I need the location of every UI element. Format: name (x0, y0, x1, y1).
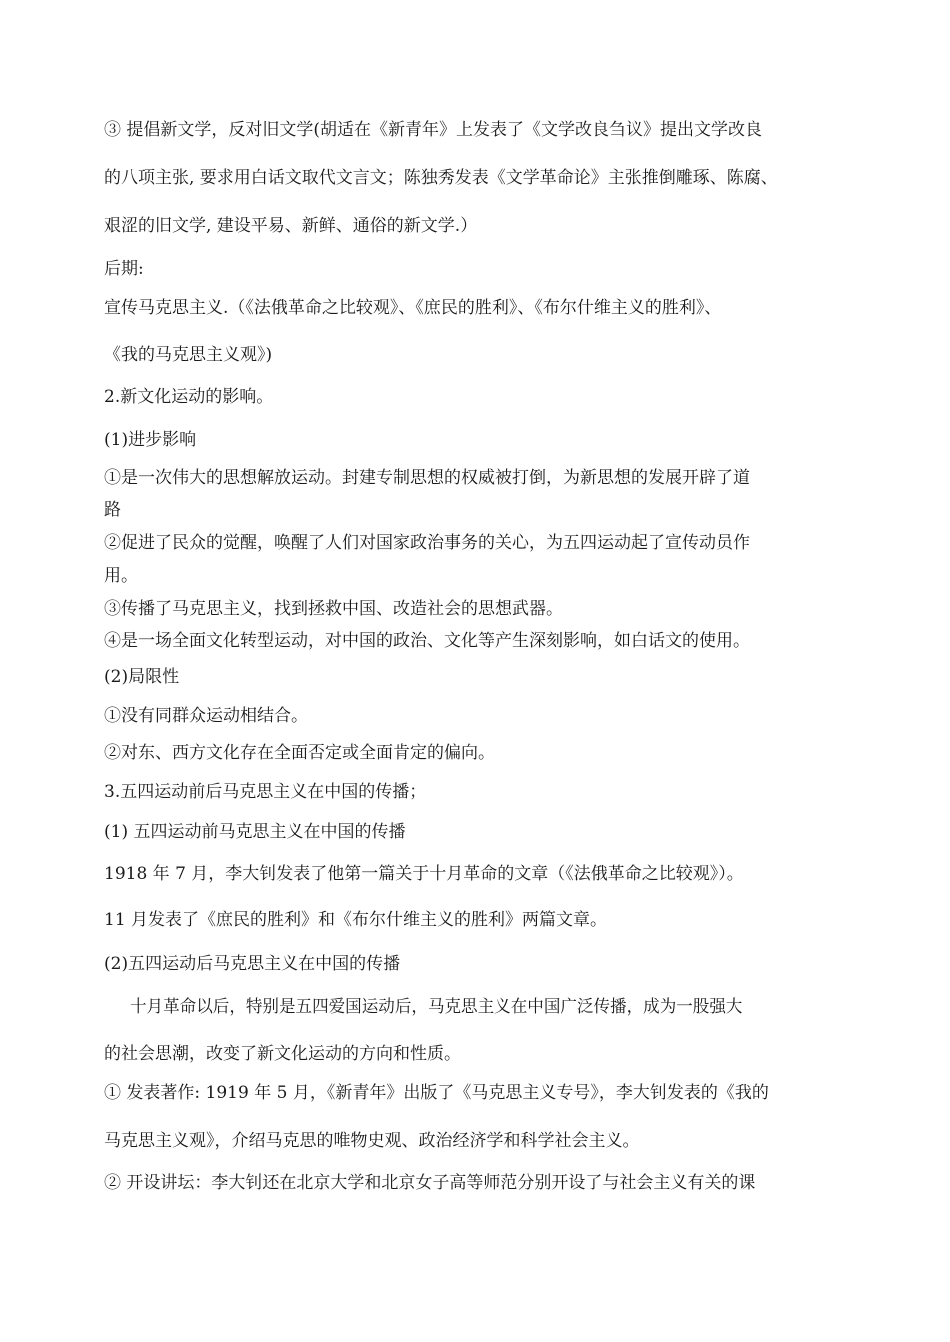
text-line: 后期: (104, 259, 144, 279)
section-heading: 2.新文化运动的影响。 (104, 387, 274, 407)
text-line: 的八项主张, 要求用白话文取代文言文；陈独秀发表《文学革命论》主张推倒雕琢、陈腐、 (104, 168, 778, 188)
text-line: ②促进了民众的觉醒，唤醒了人们对国家政治事务的关心，为五四运动起了宣传动员作 (104, 533, 750, 553)
text-line: 的社会思潮，改变了新文化运动的方向和性质。 (104, 1044, 461, 1064)
text-line: 十月革命以后，特别是五四爱国运动后，马克思主义在中国广泛传播，成为一股强大 (130, 997, 743, 1017)
text-line: 《我的马克思主义观》) (104, 345, 273, 365)
text-line: ② 开设讲坛：李大钊还在北京大学和北京女子高等师范分别开设了与社会主义有关的课 (104, 1173, 756, 1193)
text-line: ① 发表著作: 1919 年 5 月，《新青年》出版了《马克思主义专号》，李大钊发表的《我的 (104, 1083, 769, 1103)
text-line: 路 (104, 500, 121, 520)
subsection-heading: (1) 五四运动前马克思主义在中国的传播 (104, 822, 406, 842)
subsection-heading: (2)五四运动后马克思主义在中国的传播 (104, 954, 401, 974)
section-heading: 3.五四运动前后马克思主义在中国的传播； (104, 782, 427, 802)
text-line: 宣传马克思主义.（《法俄革命之比较观》、《庶民的胜利》、《布尔什维主义的胜利》、 (104, 298, 722, 318)
text-line: 用。 (104, 566, 138, 586)
text-line: ①没有同群众运动相结合。 (104, 706, 308, 726)
text-line: ③ 提倡新文学，反对旧文学(胡适在《新青年》上发表了《文学改良刍议》提出文学改良 (104, 120, 763, 140)
subsection-heading: (1)进步影响 (104, 430, 197, 450)
text-line: 马克思主义观》，介绍马克思的唯物史观、政治经济学和科学社会主义。 (104, 1131, 640, 1151)
text-line: ③传播了马克思主义，找到拯救中国、改造社会的思想武器。 (104, 599, 563, 619)
subsection-heading: (2)局限性 (104, 667, 180, 687)
text-line: 艰涩的旧文学, 建设平易、新鲜、通俗的新文学.） (104, 216, 478, 236)
text-line: 1918 年 7 月，李大钊发表了他第一篇关于十月革命的文章（《法俄革命之比较观》）。 (104, 864, 744, 884)
text-line: ①是一次伟大的思想解放运动。封建专制思想的权威被打倒，为新思想的发展开辟了道 (104, 468, 750, 488)
text-line: ④是一场全面文化转型运动，对中国的政治、文化等产生深刻影响，如白话文的使用。 (104, 631, 750, 651)
text-line: 11 月发表了《庶民的胜利》和《布尔什维主义的胜利》两篇文章。 (104, 910, 608, 930)
text-line: ②对东、西方文化存在全面否定或全面肯定的偏向。 (104, 743, 495, 763)
